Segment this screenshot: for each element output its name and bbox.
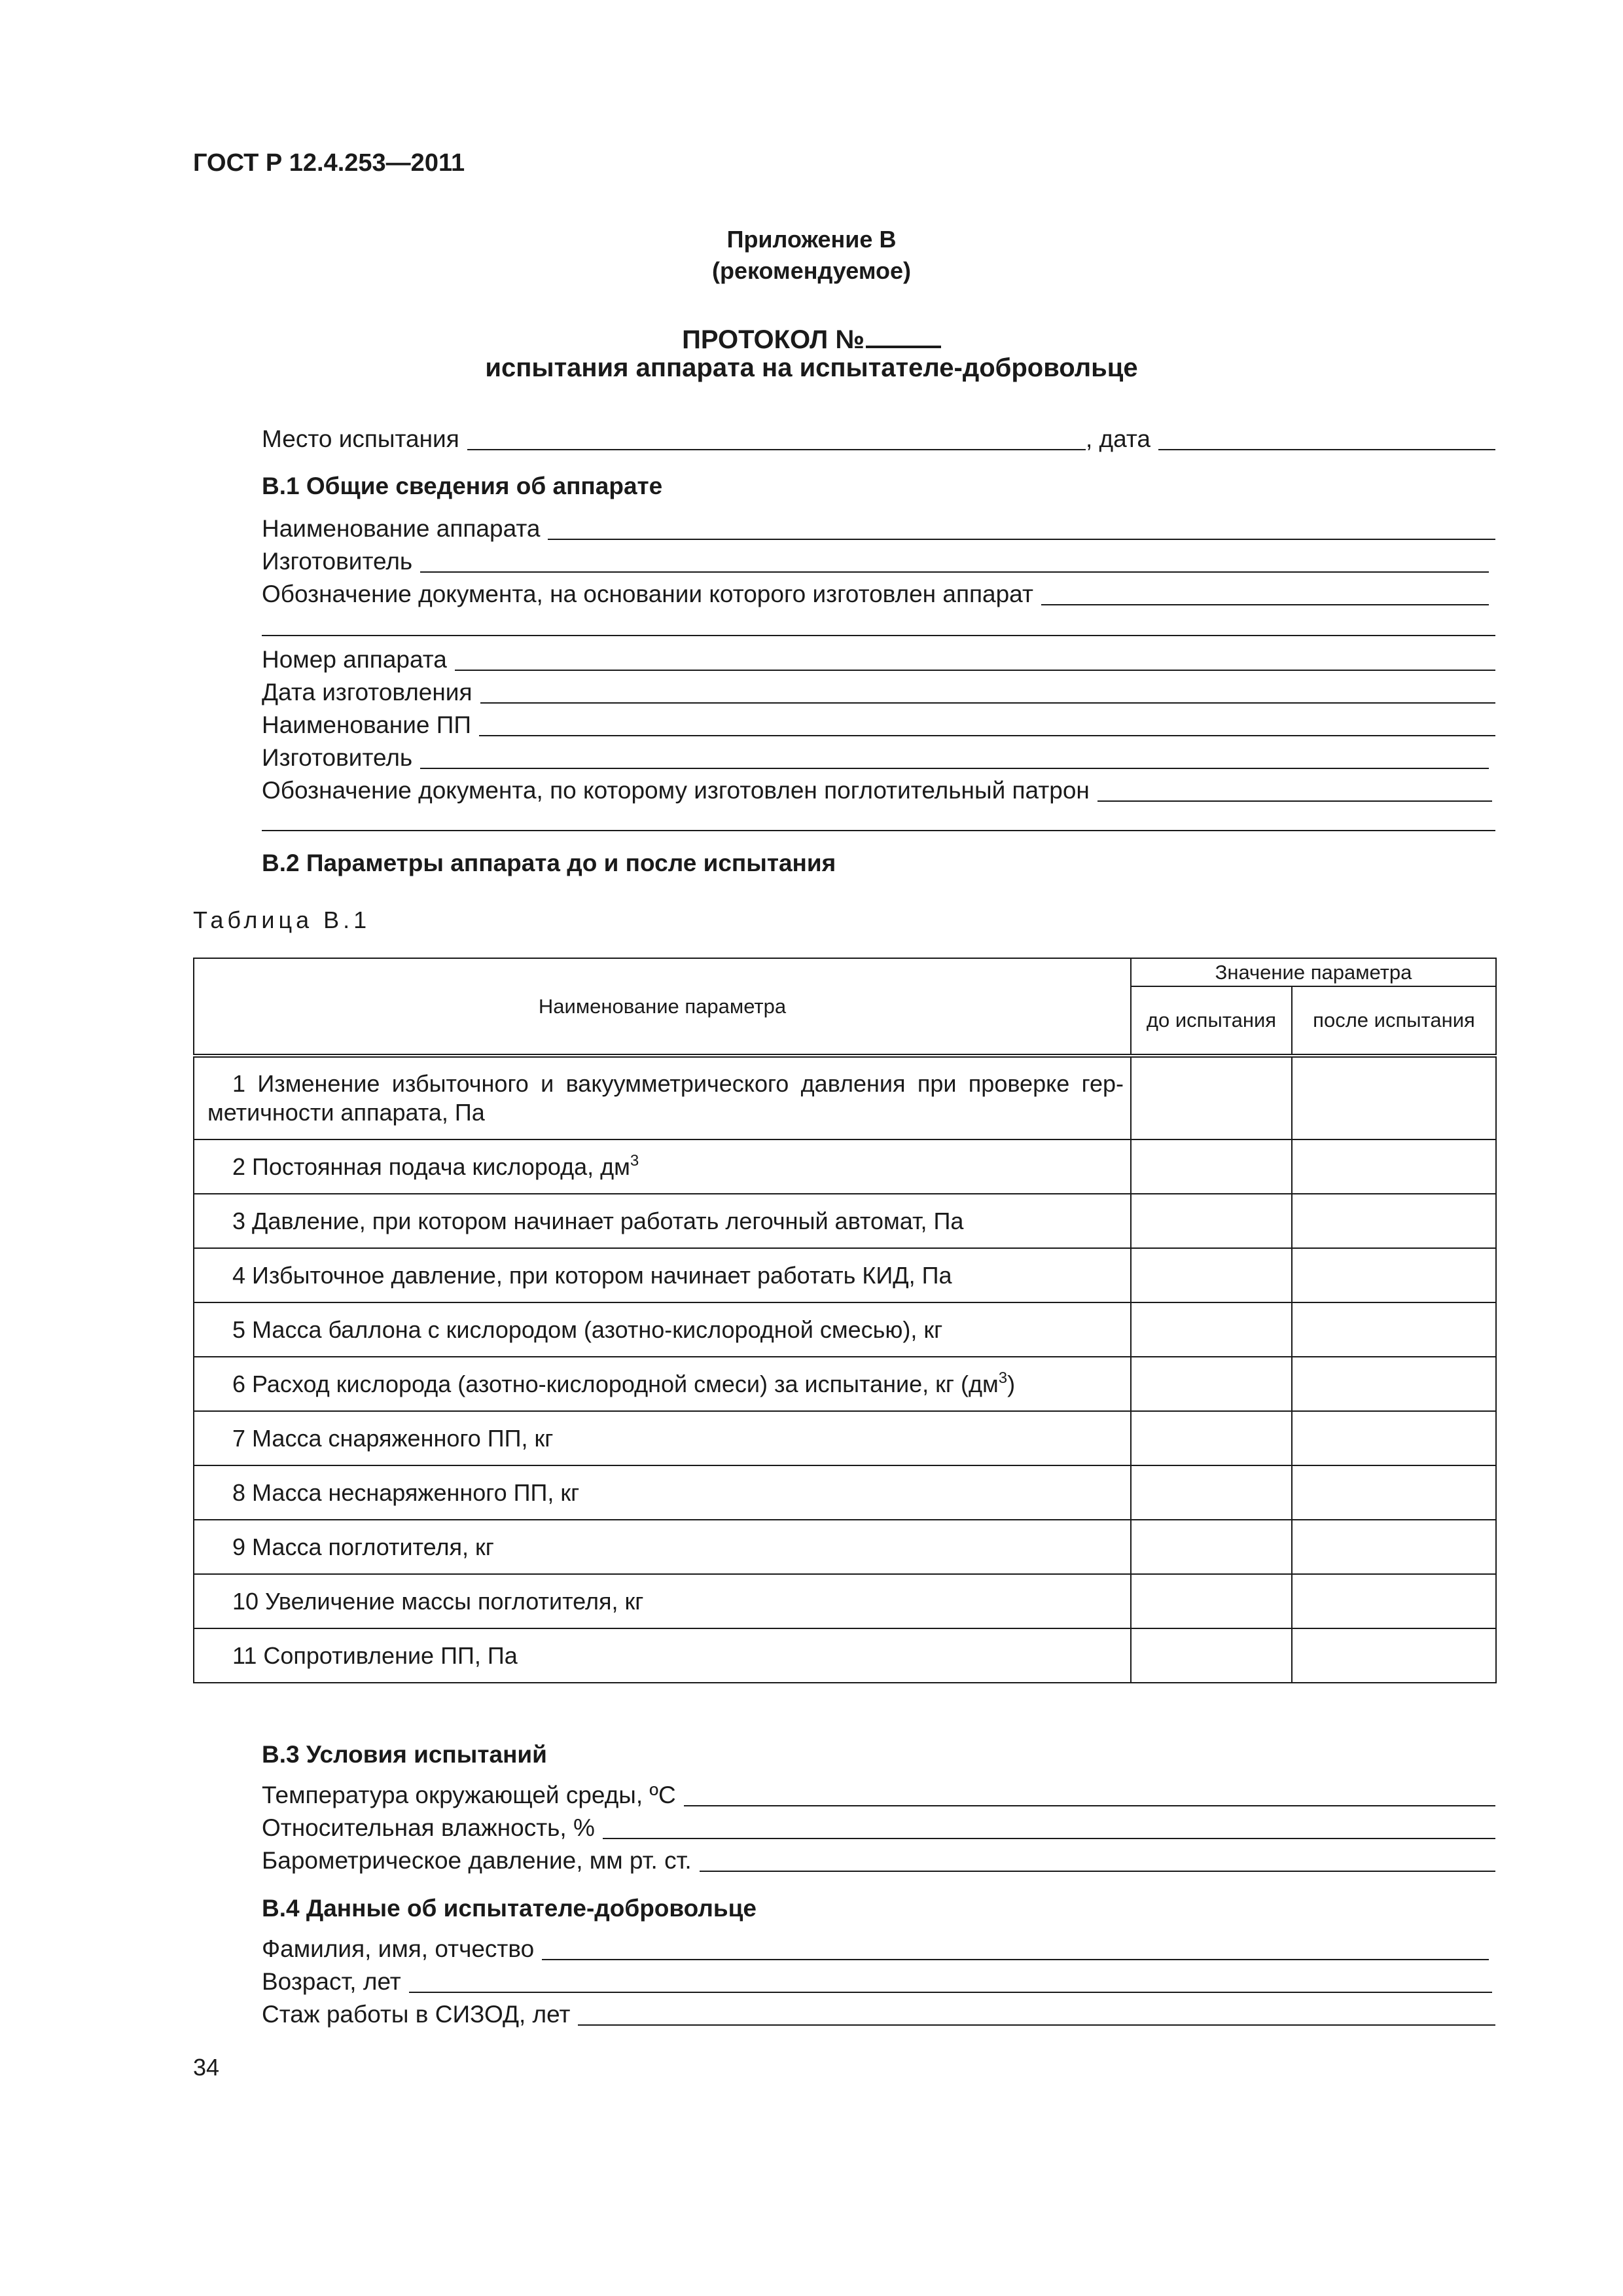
- manufacturer2-row: [262, 743, 1489, 773]
- table-row: [194, 1465, 1496, 1520]
- device-name-row: [262, 514, 1495, 544]
- row-name: 11 Сопротивление ПП, Па: [194, 1628, 1131, 1683]
- row-name: 10 Увеличение массы поглотителя, кг: [194, 1574, 1131, 1628]
- place-field[interactable]: [467, 449, 1086, 450]
- manufacturer-row: [262, 547, 1489, 577]
- cell-after[interactable]: [1292, 1194, 1496, 1248]
- humidity-field[interactable]: [603, 1838, 1495, 1839]
- temperature-field[interactable]: [684, 1805, 1495, 1806]
- row-name: [194, 1357, 1131, 1411]
- table-row: [194, 1574, 1496, 1628]
- device-name-field[interactable]: [548, 539, 1495, 540]
- cell-before[interactable]: [1131, 1574, 1292, 1628]
- device-number-label: Номер аппарата: [262, 646, 447, 673]
- row-name: 5 Масса баллона с кислородом (азотно-кислородной смесью), кг: [194, 1302, 1131, 1357]
- place-date-row: [262, 424, 1495, 454]
- device-number-row: [262, 645, 1495, 675]
- table-caption: Таблица В.1: [193, 906, 371, 933]
- humidity-label: Относительная влажность, %: [262, 1814, 595, 1841]
- cell-before[interactable]: [1131, 1357, 1292, 1411]
- table-row: [194, 1194, 1496, 1248]
- cell-before[interactable]: [1131, 1248, 1292, 1302]
- standard-number: ГОСТ Р 12.4.253—2011: [193, 149, 465, 177]
- table-row: [194, 1302, 1496, 1357]
- doc-cartridge-row: [262, 776, 1492, 806]
- experience-label: Стаж работы в СИЗОД, лет: [262, 2001, 571, 2028]
- temperature-row: [262, 1780, 1495, 1810]
- row-name: [194, 1139, 1131, 1194]
- section-1-title: В.1 Общие сведения об аппарате: [262, 473, 663, 499]
- age-row: [262, 1967, 1492, 1997]
- appendix-subtitle: (рекомендуемое): [712, 257, 911, 284]
- cell-before[interactable]: [1131, 1139, 1292, 1194]
- cell-before[interactable]: [1131, 1465, 1292, 1520]
- device-name-label: Наименование аппарата: [262, 515, 541, 542]
- experience-row: [262, 2000, 1495, 2030]
- humidity-row: [262, 1813, 1495, 1843]
- place-label: Место испытания: [262, 425, 459, 452]
- pressure-row: [262, 1846, 1495, 1876]
- cell-after[interactable]: [1292, 1411, 1496, 1465]
- table-row: [194, 1056, 1496, 1139]
- col-header-before-test: до испытания: [1131, 986, 1292, 1056]
- manufacturer2-field[interactable]: [420, 768, 1489, 769]
- temperature-label: Температура окружающей среды, ºС: [262, 1782, 676, 1808]
- section-3-title: В.3 Условия испытаний: [262, 1741, 547, 1768]
- manufacturer2-label: Изготовитель: [262, 744, 413, 771]
- experience-field[interactable]: [578, 2024, 1495, 2026]
- doc-device-label: Обозначение документа, на основании которого изготовлен аппарат: [262, 581, 1033, 607]
- row-name: 4 Избыточное давление, при котором начинает работать КИД, Па: [194, 1248, 1131, 1302]
- pp-name-label: Наименование ПП: [262, 711, 471, 738]
- full-name-row: [262, 1934, 1489, 1964]
- cell-before[interactable]: [1131, 1411, 1292, 1465]
- row-name: 7 Масса снаряженного ПП, кг: [194, 1411, 1131, 1465]
- cell-after[interactable]: [1292, 1056, 1496, 1139]
- table-row: [194, 1139, 1496, 1194]
- doc-cartridge-label: Обозначение документа, по которому изготовлен поглотительный патрон: [262, 777, 1090, 804]
- cell-before[interactable]: [1131, 1628, 1292, 1683]
- doc-device-row: [262, 579, 1489, 609]
- date-field[interactable]: [1158, 449, 1495, 450]
- doc-cartridge-continuation-line[interactable]: [262, 830, 1495, 831]
- manufacture-date-label: Дата изготовления: [262, 679, 473, 706]
- row-name: [194, 1056, 1131, 1139]
- row-6-tail: ): [1007, 1370, 1016, 1397]
- section-2-title: В.2 Параметры аппарата до и после испытания: [262, 850, 836, 876]
- pressure-field[interactable]: [700, 1871, 1495, 1872]
- protocol-subtitle: испытания аппарата на испытателе-добровольце: [485, 353, 1138, 382]
- row-name: 3 Давление, при котором начинает работать легочный автомат, Па: [194, 1194, 1131, 1248]
- col-header-after-test: после испытания: [1292, 986, 1496, 1056]
- cell-after[interactable]: [1292, 1520, 1496, 1574]
- cell-after[interactable]: [1292, 1302, 1496, 1357]
- section-4-title: В.4 Данные об испытателе-добровольце: [262, 1895, 757, 1922]
- col-header-parameter-name: Наименование параметра: [194, 958, 1131, 1056]
- doc-device-field[interactable]: [1041, 604, 1489, 605]
- pressure-label: Барометрическое давление, мм рт. ст.: [262, 1847, 692, 1874]
- appendix-title: Приложение В: [726, 226, 897, 253]
- doc-device-continuation-line[interactable]: [262, 635, 1495, 636]
- row-2-sup: 3: [630, 1151, 639, 1170]
- row-name: 9 Масса поглотителя, кг: [194, 1520, 1131, 1574]
- pp-name-row: [262, 710, 1495, 740]
- cell-before[interactable]: [1131, 1056, 1292, 1139]
- manufacturer-label: Изготовитель: [262, 548, 413, 575]
- protocol-title: [0, 321, 1623, 355]
- row-name: 8 Масса неснаряженного ПП, кг: [194, 1465, 1131, 1520]
- table-row: [194, 1411, 1496, 1465]
- full-name-label: Фамилия, имя, отчество: [262, 1935, 535, 1962]
- table-row: [194, 1628, 1496, 1683]
- page-number: 34: [193, 2054, 220, 2081]
- col-header-parameter-value: Значение параметра: [1131, 958, 1496, 986]
- cell-after[interactable]: [1292, 1628, 1496, 1683]
- manufacturer-field[interactable]: [420, 571, 1489, 573]
- table-row: [194, 1357, 1496, 1411]
- row-2-text: 2 Постоянная подача кислорода, дм: [232, 1153, 630, 1180]
- doc-cartridge-field[interactable]: [1097, 800, 1492, 802]
- protocol-number-field[interactable]: [866, 321, 941, 348]
- table-row: [194, 1248, 1496, 1302]
- row-1-text: 1 Изменение избыточного и вакуумметрического давления при проверке гер-метичности аппарата, Па: [207, 1070, 1124, 1126]
- cell-after[interactable]: [1292, 1574, 1496, 1628]
- device-number-field[interactable]: [455, 670, 1495, 671]
- full-name-field[interactable]: [542, 1959, 1489, 1960]
- manufacture-date-field[interactable]: [480, 702, 1495, 704]
- table-row: [194, 1520, 1496, 1574]
- age-label: Возраст, лет: [262, 1968, 401, 1995]
- cell-after[interactable]: [1292, 1465, 1496, 1520]
- manufacture-date-row: [262, 677, 1495, 708]
- cell-after[interactable]: [1292, 1139, 1496, 1194]
- cell-after[interactable]: [1292, 1357, 1496, 1411]
- cell-before[interactable]: [1131, 1194, 1292, 1248]
- cell-before[interactable]: [1131, 1520, 1292, 1574]
- pp-name-field[interactable]: [479, 735, 1495, 736]
- protocol-title-text: ПРОТОКОЛ №: [682, 325, 865, 354]
- cell-before[interactable]: [1131, 1302, 1292, 1357]
- parameters-table: [193, 958, 1497, 1683]
- age-field[interactable]: [409, 1992, 1492, 1993]
- date-label: , дата: [1085, 425, 1150, 452]
- row-6-sup: 3: [998, 1369, 1008, 1387]
- cell-after[interactable]: [1292, 1248, 1496, 1302]
- row-6-text: 6 Расход кислорода (азотно-кислородной смеси) за испытание, кг (дм: [232, 1370, 999, 1397]
